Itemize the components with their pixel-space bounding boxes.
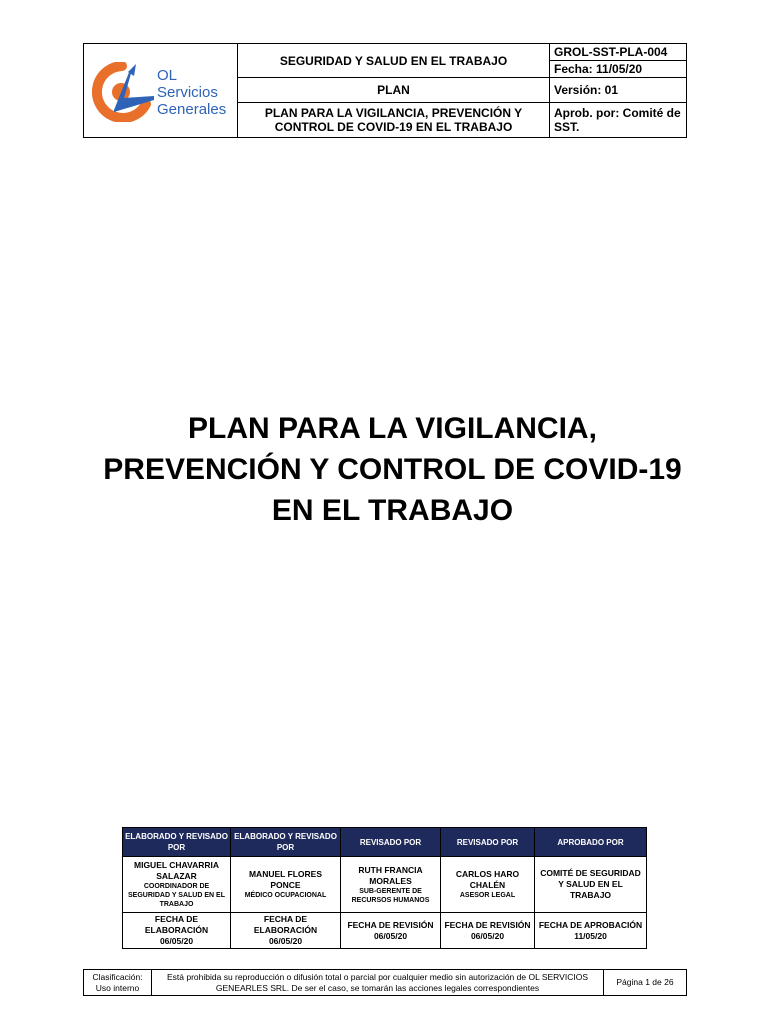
approved-by: Aprob. por: Comité de SST. (550, 103, 687, 138)
logo-text (157, 67, 226, 118)
doc-code: GROL-SST-PLA-004 (550, 44, 686, 61)
approval-header-cell: REVISADO POR (341, 828, 441, 857)
date-label: FECHA DE ELABORACIÓN (144, 914, 209, 935)
approval-date-cell (231, 913, 341, 949)
date-label: FECHA DE ELABORACIÓN (253, 914, 318, 935)
document-footer (83, 969, 687, 996)
logo-line1: OL (157, 66, 178, 84)
classification-value: Uso interno (95, 982, 140, 993)
approver-cell (123, 857, 231, 913)
approver-name: COMITÉ DE SEGURIDAD Y SALUD EN EL TRABAJO (540, 868, 641, 900)
classification-label: Clasificación: (92, 971, 143, 982)
page-number: Página 1 de 26 (604, 970, 687, 996)
approver-cell (231, 857, 341, 913)
date-value: 06/05/20 (159, 936, 194, 946)
approval-table (122, 827, 647, 949)
approval-date-cell (441, 913, 535, 949)
approver-role: MÉDICO OCUPACIONAL (244, 892, 327, 899)
approval-date-cell (341, 913, 441, 949)
title-line-1: PLAN PARA LA VIGILANCIA, (188, 412, 597, 445)
title-line-3: EN EL TRABAJO (271, 494, 514, 527)
date-value: 11/05/20 (574, 930, 607, 941)
approver-name: CARLOS HARO CHALÉN (455, 869, 520, 890)
date-value: 06/05/20 (470, 930, 505, 941)
approver-cell (341, 857, 441, 913)
approval-header-cell: REVISADO POR (441, 828, 535, 857)
logo-line2: Servicios (157, 83, 218, 101)
approver-cell (441, 857, 535, 913)
doc-code-date (550, 44, 687, 78)
approver-name: MANUEL FLORES PONCE (248, 869, 323, 890)
plan-title-short: PLAN PARA LA VIGILANCIA, PREVENCIÓN Y CONTROL DE COVID-19 EN EL TRABAJO (238, 103, 550, 138)
approval-header-cell: ELABORADO Y REVISADO POR (231, 828, 341, 857)
approver-name: RUTH FRANCIA MORALES (358, 864, 423, 886)
company-logo (84, 45, 234, 137)
ol-logo-icon (92, 62, 156, 122)
approver-name: MIGUEL CHAVARRIA SALAZAR (134, 860, 219, 881)
doc-version: Versión: 01 (550, 78, 687, 103)
date-label: FECHA DE APROBACIÓN (538, 919, 643, 930)
approval-header-row (123, 828, 647, 857)
approval-header-cell: APROBADO POR (535, 828, 647, 857)
approver-role: SUB-GERENTE DE RECURSOS HUMANOS (351, 887, 430, 904)
date-value: 06/05/20 (373, 930, 408, 941)
date-label: FECHA DE REVISIÓN (347, 919, 434, 930)
doc-date: Fecha: 11/05/20 (554, 62, 643, 76)
approval-dates-row (123, 913, 647, 949)
approval-header-cell: ELABORADO Y REVISADO POR (123, 828, 231, 857)
approval-date-cell (123, 913, 231, 949)
document-header (83, 43, 687, 138)
reproduction-notice: Está prohibida su reproducción o difusión total o parcial por cualquier medio sin autorización de OL SERVICIOS GENEARLES SRL. De ser el caso, se tomarán las acciones legales correspondientes (152, 970, 604, 996)
approver-role: COORDINADOR DE SEGURIDAD Y SALUD EN EL TRABAJO (128, 883, 225, 908)
logo-cell (84, 44, 238, 138)
approver-cell (535, 857, 647, 913)
title-line-2: PREVENCIÓN Y CONTROL DE COVID-19 (103, 453, 682, 486)
classification-cell (84, 970, 152, 996)
doc-type: PLAN (238, 78, 550, 103)
logo-line3: Generales (157, 100, 227, 118)
date-value: 06/05/20 (268, 936, 303, 946)
document-title (60, 408, 725, 531)
approval-date-cell (535, 913, 647, 949)
approver-role: ASESOR LEGAL (459, 892, 516, 899)
date-label: FECHA DE REVISIÓN (444, 919, 531, 930)
system-name: SEGURIDAD Y SALUD EN EL TRABAJO (238, 44, 550, 78)
approval-names-row (123, 857, 647, 913)
